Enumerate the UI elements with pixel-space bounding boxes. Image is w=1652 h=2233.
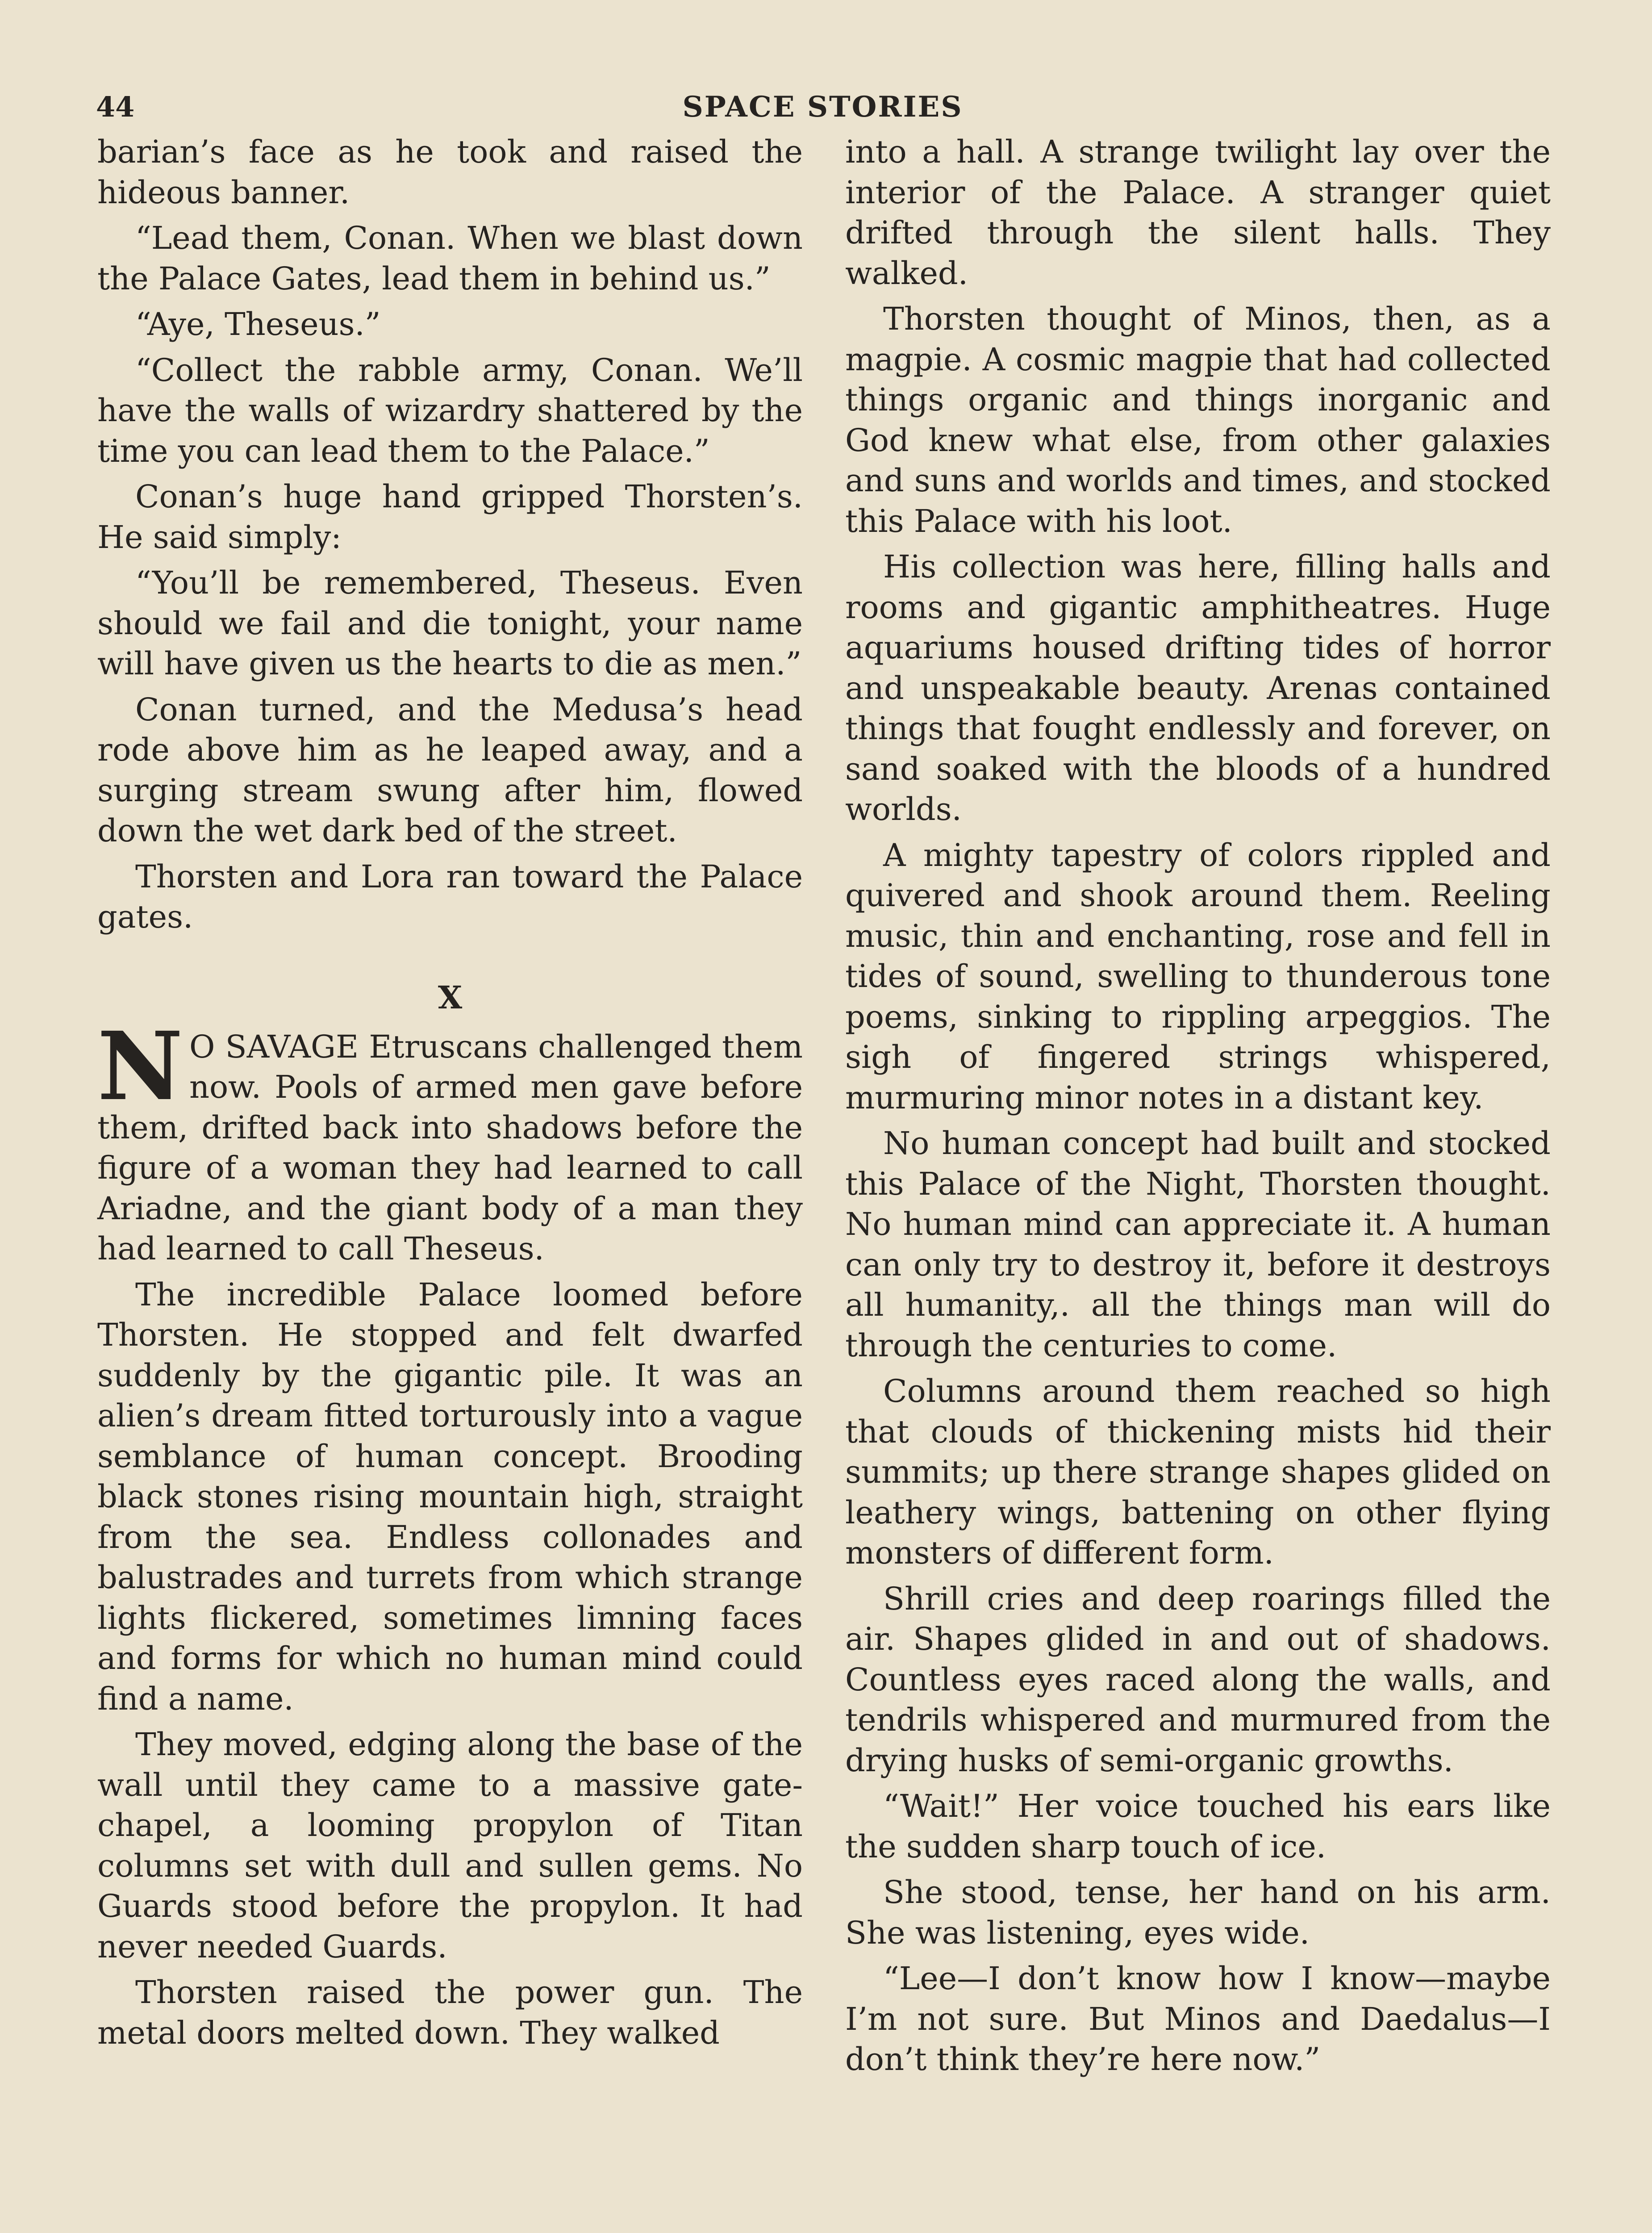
- paragraph: Columns around them reached so high that clouds of thickening mists hid their summits; up there strange shapes glided on leathery wings, battening on other flying monsters of different form.: [845, 1373, 1551, 1571]
- paragraph: into a hall. A strange twilight lay over the interior of the Palace. A stranger quiet drifted through the silent halls. They walked.: [845, 134, 1551, 292]
- paragraph: Shrill cries and deep roarings filled the air. Shapes glided in and out of shadows. Countless eyes raced along the walls, and tendrils whispered and murmured from the drying husks of semi-organic growths.: [845, 1580, 1551, 1779]
- left-column: [97, 132, 803, 2233]
- paragraph: barian’s face as he took and raised the hideous banner.: [97, 134, 803, 211]
- paragraph: She stood, tense, her hand on his arm. She was listening, eyes wide.: [845, 1874, 1551, 1951]
- paragraph: Thorsten and Lora ran toward the Palace gates.: [97, 858, 803, 935]
- section-opening-paragraph: [97, 1011, 803, 1269]
- drop-cap: N: [97, 1011, 183, 1121]
- paragraph: Thorsten raised the power gun. The metal doors melted down. They walked: [97, 1974, 803, 2051]
- paragraph: “Aye, Theseus.”: [135, 306, 381, 343]
- paragraph: They moved, edging along the base of the wall until they came to a massive gate-chapel, a looming propylon of Titan columns set with dull and sullen gems. No Guards stood before the propylon. It had never needed Guards.: [97, 1726, 803, 1965]
- paragraph: No human concept had built and stocked this Palace of the Night, Thorsten thought. No human mind can appreciate it. A human can only try to destroy it, before it destroys all humanity,. all the things man will do through the centuries to come.: [845, 1125, 1551, 1364]
- right-column: [845, 132, 1551, 2233]
- paragraph: “Collect the rabble army, Conan. We’ll have the walls of wizardry shattered by the time you can lead them to the Palace.”: [97, 351, 803, 469]
- paragraph: “Wait!” Her voice touched his ears like the sudden sharp touch of ice.: [845, 1788, 1551, 1865]
- section-heading: X: [438, 979, 463, 1016]
- paragraph: A mighty tapestry of colors rippled and quivered and shook around them. Reeling music, thin and enchanting, rose and fell in tides of sound, swelling to thunderous tone poems, sinking to rippling arpeggios. The sigh of fingered strings whispered, murmuring minor notes in a distant key.: [845, 836, 1551, 1116]
- page-number: 44: [96, 91, 135, 123]
- paragraph: Thorsten thought of Minos, then, as a magpie. A cosmic magpie that had collected things organic and things inorganic and God knew what else, from other galaxies and suns and worlds and times, and stocked this Palace with his loot.: [845, 301, 1551, 539]
- paragraph: His collection was here, filling halls and rooms and gigantic amphitheatres. Huge aquariums housed drifting tides of horror and unspeakable beauty. Arenas contained things that fought endlessly and forever, on sand soaked with the bloods of a hundred worlds.: [845, 548, 1551, 828]
- paragraph: The incredible Palace loomed before Thorsten. He stopped and felt dwarfed suddenly by the gigantic pile. It was an alien’s dream fitted torturously into a vague semblance of human concept. Brooding black stones rising mountain high, straight from the sea. Endless collonades and balustrades and turrets from which strange lights flickered, sometimes limning faces and forms for which no human mind could find a name.: [97, 1276, 803, 1717]
- magazine-title: SPACE STORIES: [682, 90, 963, 124]
- paragraph: “Lee—I don’t know how I know—maybe I’m not sure. But Minos and Daedalus—I don’t think they’re here now.”: [845, 1960, 1551, 2078]
- paragraph: Conan’s huge hand gripped Thorsten’s. He said simply:: [97, 478, 803, 556]
- paragraph: “Lead them, Conan. When we blast down the Palace Gates, lead them in behind us.”: [97, 220, 803, 297]
- page-header: [96, 87, 1549, 127]
- paragraph: Conan turned, and the Medusa’s head rode above him as he leaped away, and a surging stream swung after him, flowed down the wet dark bed of the street.: [97, 691, 803, 849]
- opening-text: O SAVAGE Etruscans challenged them now. Pools of armed men gave before them, drifted back into shadows before the figure of a woman they had learned to call Ariadne, and the giant body of a man they had learned to call Theseus.: [97, 1028, 803, 1267]
- paragraph: “You’ll be remembered, Theseus. Even should we fail and die tonight, your name will have given us the hearts to die as men.”: [97, 565, 803, 682]
